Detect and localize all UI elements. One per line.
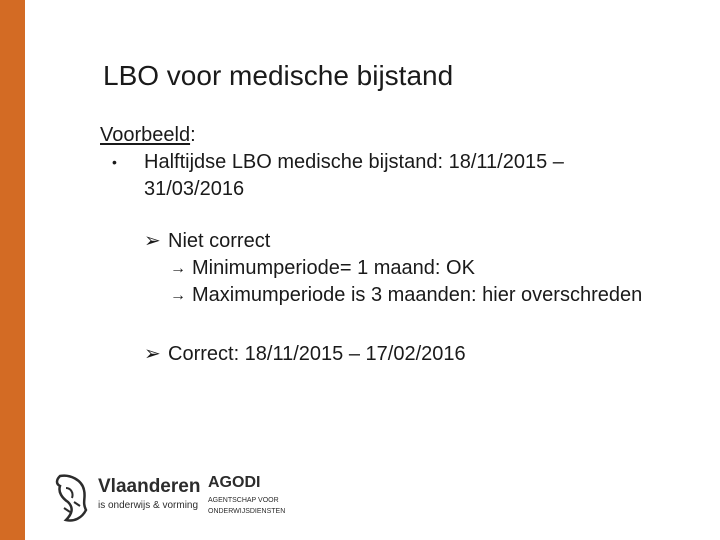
min-period-item [100,255,660,282]
not-correct-text: Niet correct [168,230,271,252]
bullet-text: Halftijdse LBO medische bijstand: 18/11/2015 – 31/03/2016 [144,151,564,200]
agodi-tagline: AGENTSCHAP VOOR ONDERWIJSDIENSTEN [208,497,286,515]
right-arrow-icon: → [170,260,186,277]
example-colon: : [190,124,196,146]
min-period-text: Minimumperiode= 1 maand: OK [192,257,475,279]
correct-text: Correct: 18/11/2015 – 17/02/2016 [168,343,466,365]
slide-body [100,122,660,368]
arrow-bullet-icon: ➢ [144,230,161,252]
agodi-wordmark: AGODI [208,474,261,491]
slide-title: LBO voor medische bijstand [103,60,454,91]
max-period-item [100,282,660,309]
correct-item [100,341,660,368]
arrow-bullet-icon: ➢ [144,343,161,365]
vlaanderen-lion-icon [52,472,92,524]
orange-sidebar [0,0,25,540]
example-heading [100,122,660,149]
vlaanderen-wordmark: Vlaanderen [98,476,201,497]
max-period-text: Maximumperiode is 3 maanden: hier overschreden [192,284,643,306]
footer-logos [48,468,288,528]
bullet-dot-icon: • [112,154,117,170]
example-label: Voorbeeld [100,124,191,146]
bullet-item [100,149,660,203]
right-arrow-icon: → [170,287,186,304]
not-correct-item [100,228,660,255]
vlaanderen-tagline: is onderwijs & vorming [98,500,199,511]
